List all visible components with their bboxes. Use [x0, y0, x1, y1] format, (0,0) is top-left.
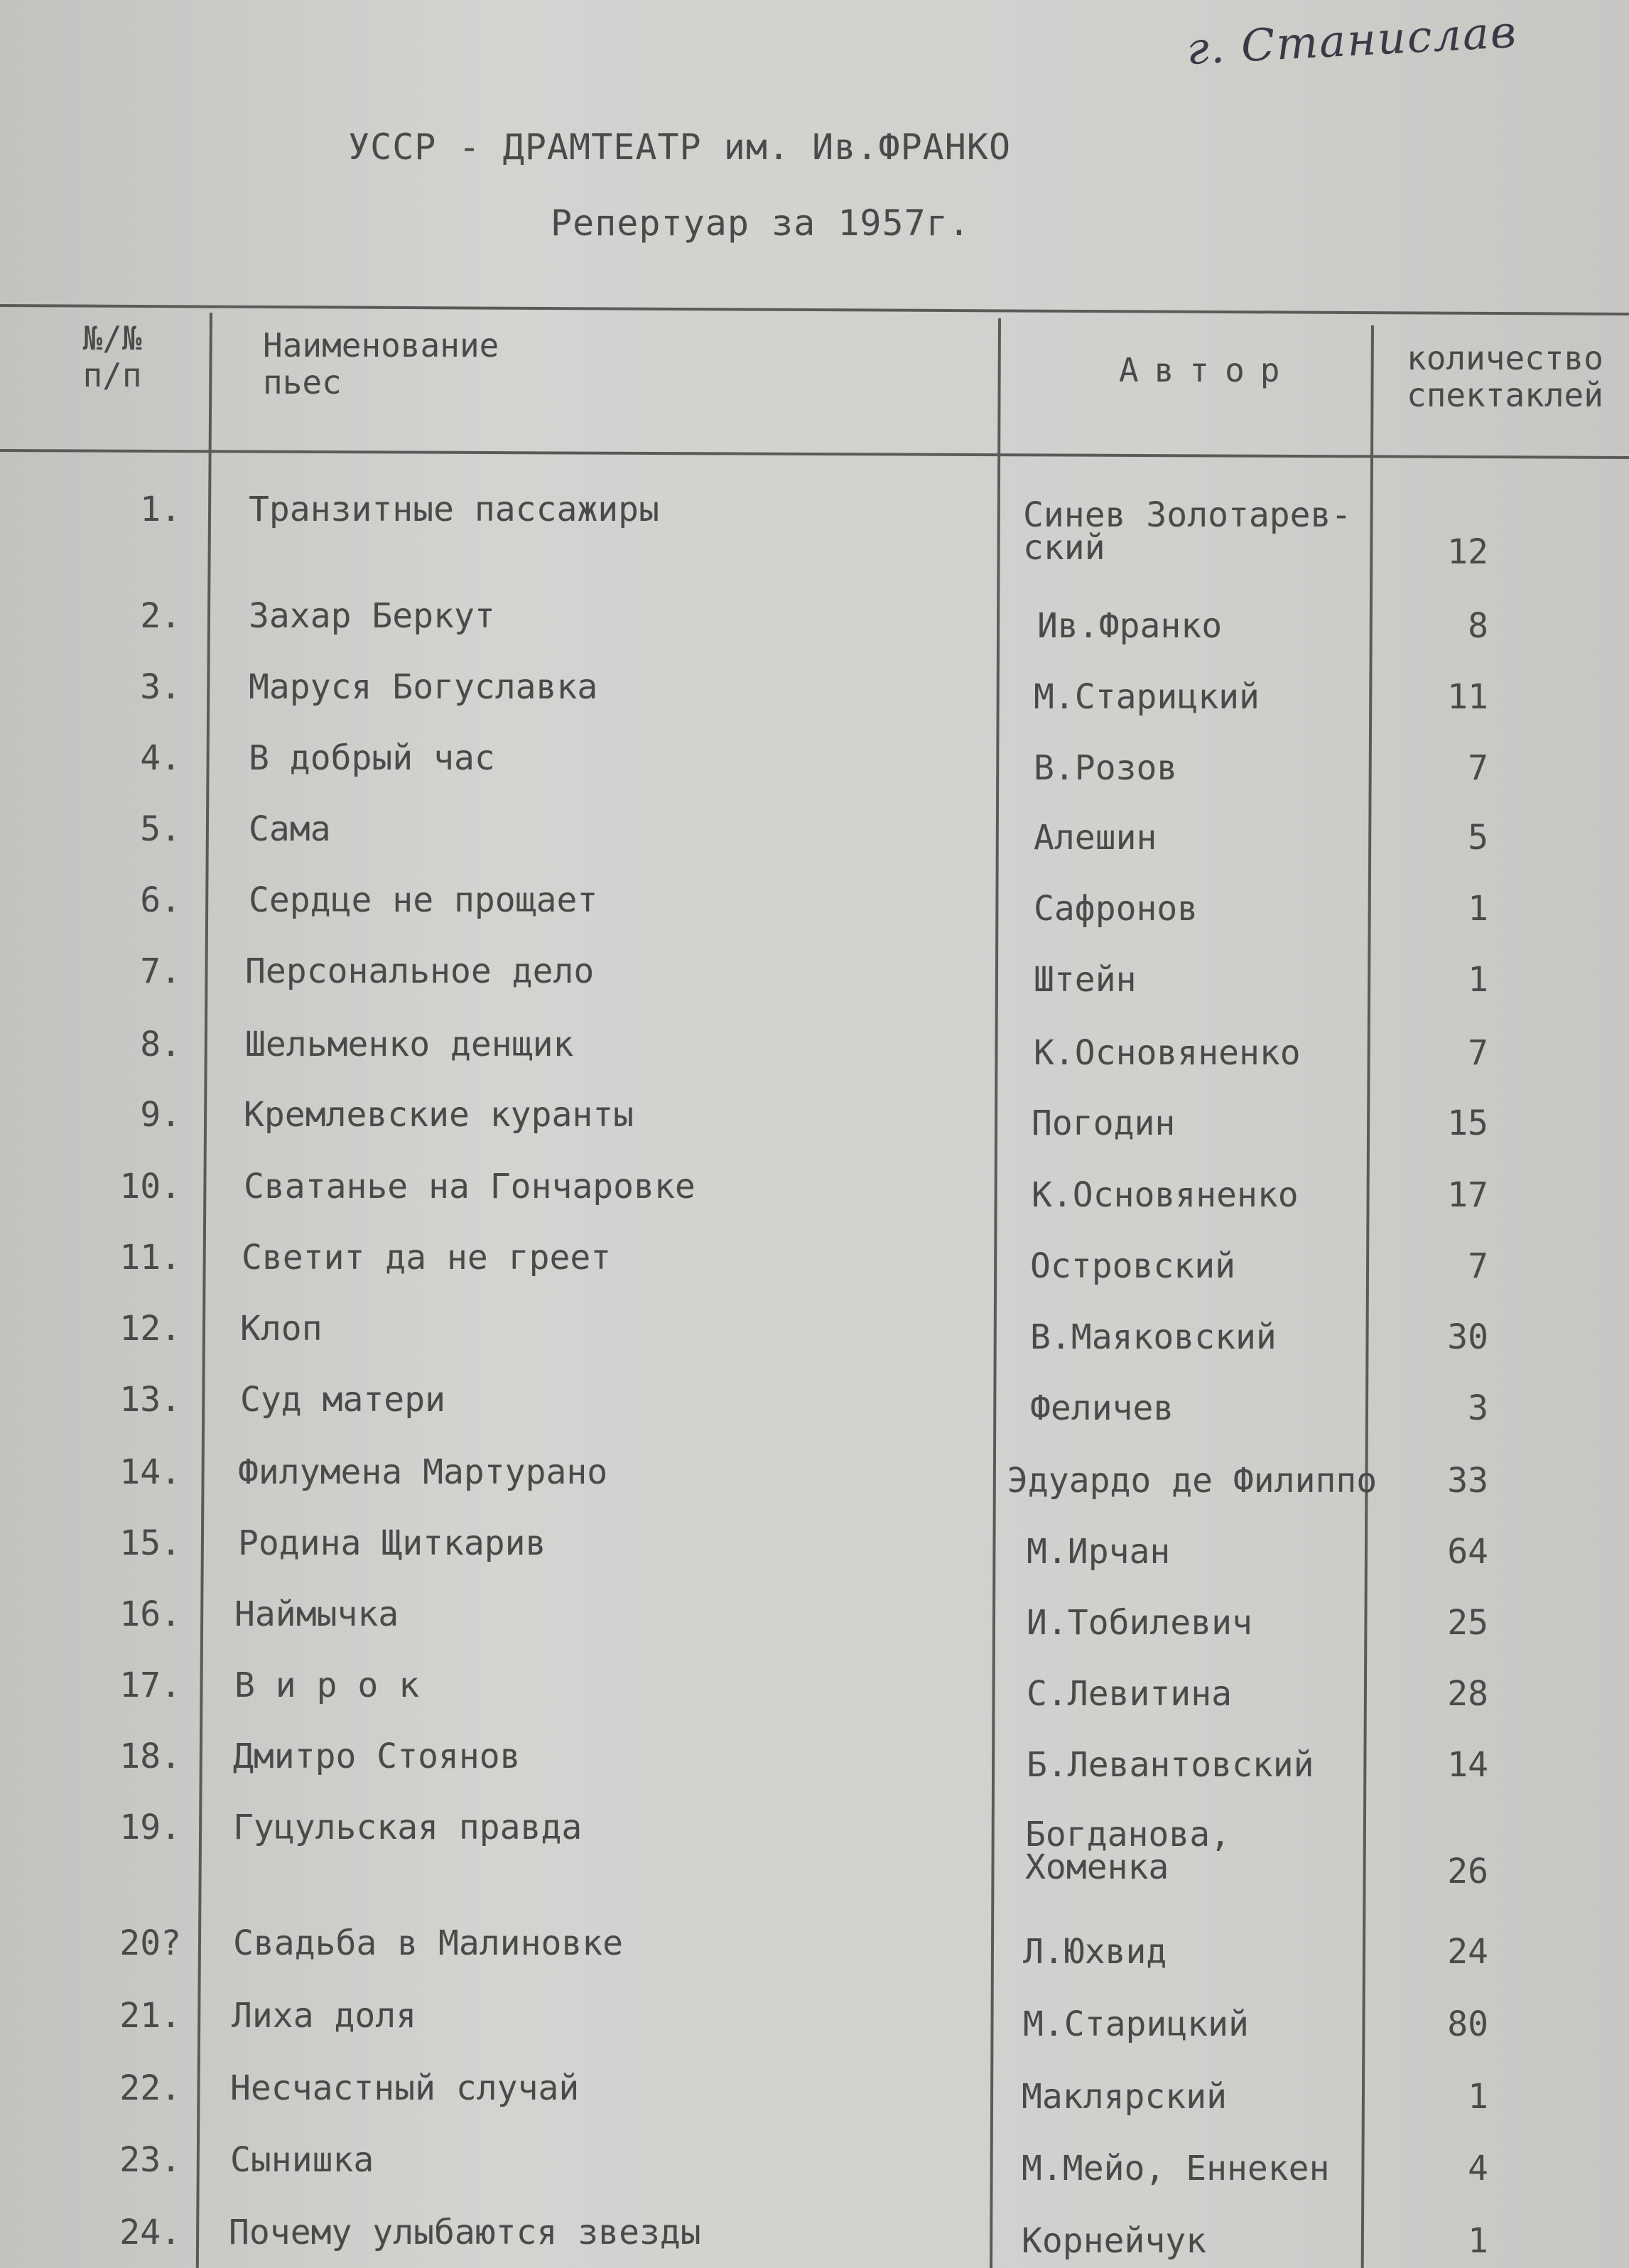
play-title: Свадьба в Малиновке — [233, 1923, 624, 1963]
play-author: Островский — [1030, 1246, 1235, 1286]
row-number: 9. — [140, 1095, 181, 1135]
row-number: 24. — [119, 2213, 181, 2252]
row-number: 22. — [119, 2068, 181, 2108]
play-author: Феличев — [1030, 1388, 1174, 1428]
play-author: Ив.Франко — [1037, 606, 1223, 646]
row-number: 21. — [119, 1996, 181, 2036]
play-author: В.Маяковский — [1030, 1317, 1277, 1357]
play-title: В добрый час — [249, 738, 495, 778]
play-author: Л.Юхвид — [1023, 1932, 1167, 1972]
play-author: Маклярский — [1022, 2077, 1227, 2117]
play-author: И.Тобилевич — [1027, 1603, 1252, 1643]
play-author: Богданова, Хоменка — [1025, 1815, 1230, 1887]
row-number: 18. — [119, 1737, 181, 1776]
row-number: 6. — [140, 880, 181, 920]
play-author: Штейн — [1034, 960, 1137, 1000]
performance-count: 26 — [1447, 1852, 1488, 1891]
performance-count: 30 — [1447, 1317, 1488, 1357]
play-author: К.Основяненко — [1032, 1175, 1299, 1215]
play-author: Синев Золотарев- ский — [1023, 495, 1352, 568]
performance-count: 11 — [1447, 677, 1488, 717]
document-title: УССР - ДРАМТЕАТР им. Ив.ФРАНКО — [348, 126, 1012, 168]
row-number: 20? — [119, 1923, 181, 1963]
play-title: Светит да не греет — [242, 1238, 612, 1278]
play-author: Эдуардо де Филиппо — [1007, 1461, 1378, 1501]
column-divider-1 — [196, 313, 212, 2268]
performance-count: 12 — [1447, 532, 1488, 572]
performance-count: 80 — [1447, 2004, 1488, 2044]
play-author: М.Мейо, Еннекен — [1022, 2149, 1330, 2188]
row-number: 3. — [140, 667, 181, 707]
play-author: М.Старицкий — [1023, 2004, 1249, 2044]
column-header-play: Наименование пьес — [263, 326, 499, 401]
play-title: Почему улыбаются звезды — [229, 2213, 701, 2252]
play-author: Б.Левантовский — [1027, 1745, 1314, 1785]
performance-count: 7 — [1468, 748, 1488, 788]
performance-count: 14 — [1447, 1745, 1488, 1785]
performance-count: 17 — [1447, 1175, 1488, 1215]
row-number: 10. — [119, 1167, 181, 1206]
performance-count: 1 — [1468, 960, 1488, 1000]
play-title: Сердце не прощает — [249, 880, 598, 920]
play-title: Захар Беркут — [249, 596, 495, 636]
performance-count: 1 — [1468, 889, 1488, 929]
play-title: Сватанье на Гончаровке — [244, 1167, 696, 1206]
performance-count: 33 — [1447, 1461, 1488, 1501]
play-author: М.Старицкий — [1034, 677, 1260, 717]
play-title: Кремлевские куранты — [244, 1095, 634, 1135]
header-bottom-rule — [0, 449, 1629, 459]
column-header-number: №/№ п/п — [82, 319, 142, 394]
performance-count: 1 — [1468, 2077, 1488, 2117]
row-number: 19. — [119, 1808, 181, 1847]
column-header-author: Автор — [1119, 351, 1296, 389]
play-title: Лиха доля — [232, 1996, 417, 2036]
play-title: Суд матери — [240, 1380, 445, 1420]
performance-count: 5 — [1468, 818, 1488, 858]
row-number: 5. — [140, 809, 181, 849]
row-number: 1. — [140, 490, 181, 529]
play-title: Маруся Богуславка — [249, 667, 598, 707]
play-author: М.Ирчан — [1027, 1532, 1171, 1572]
play-title: В и р о к — [234, 1665, 420, 1705]
play-title: Транзитные пассажиры — [249, 490, 659, 529]
play-title: Родина Щиткарив — [238, 1523, 546, 1563]
play-title: Клоп — [240, 1309, 323, 1349]
play-title: Сынишка — [230, 2140, 374, 2180]
row-number: 23. — [119, 2140, 181, 2180]
play-title: Сама — [249, 809, 331, 849]
performance-count: 25 — [1447, 1603, 1488, 1643]
play-author: Погодин — [1032, 1103, 1176, 1143]
performance-count: 24 — [1447, 1932, 1488, 1972]
play-author: Сафронов — [1034, 889, 1198, 929]
performance-count: 64 — [1447, 1532, 1488, 1572]
performance-count: 28 — [1447, 1674, 1488, 1714]
document-subtitle: Репертуар за 1957г. — [551, 202, 970, 244]
performance-count: 1 — [1468, 2221, 1488, 2261]
performance-count: 8 — [1468, 606, 1488, 646]
play-title: Гуцульская правда — [233, 1808, 583, 1847]
play-title: Филумена Мартурано — [238, 1452, 608, 1492]
play-title: Дмитро Стоянов — [233, 1737, 521, 1776]
row-number: 17. — [119, 1665, 181, 1705]
row-number: 13. — [119, 1380, 181, 1420]
handwritten-annotation: г. Станислав — [1185, 5, 1519, 75]
play-title: Несчастный случай — [230, 2068, 580, 2108]
performance-count: 7 — [1468, 1033, 1488, 1073]
row-number: 16. — [119, 1594, 181, 1634]
row-number: 7. — [140, 951, 181, 991]
column-header-count: количество спектаклей — [1407, 339, 1603, 414]
play-author: С.Левитина — [1027, 1674, 1232, 1714]
row-number: 11. — [119, 1238, 181, 1278]
performance-count: 7 — [1468, 1246, 1488, 1286]
play-author: Корнейчук — [1022, 2221, 1207, 2261]
play-author: В.Розов — [1034, 748, 1178, 788]
play-title: Шельменко денщик — [245, 1025, 574, 1064]
row-number: 14. — [119, 1452, 181, 1492]
row-number: 4. — [140, 738, 181, 778]
row-number: 15. — [119, 1523, 181, 1563]
play-author: К.Основяненко — [1034, 1033, 1301, 1073]
column-divider-2 — [990, 318, 1001, 2268]
performance-count: 3 — [1468, 1388, 1488, 1428]
play-title: Персональное дело — [245, 951, 595, 991]
row-number: 12. — [119, 1309, 181, 1349]
row-number: 2. — [140, 596, 181, 636]
performance-count: 4 — [1468, 2149, 1488, 2188]
performance-count: 15 — [1447, 1103, 1488, 1143]
play-author: Алешин — [1034, 818, 1157, 858]
table-top-rule — [0, 304, 1629, 315]
row-number: 8. — [140, 1025, 181, 1064]
play-title: Наймычка — [234, 1594, 399, 1634]
column-divider-3 — [1361, 325, 1374, 2268]
